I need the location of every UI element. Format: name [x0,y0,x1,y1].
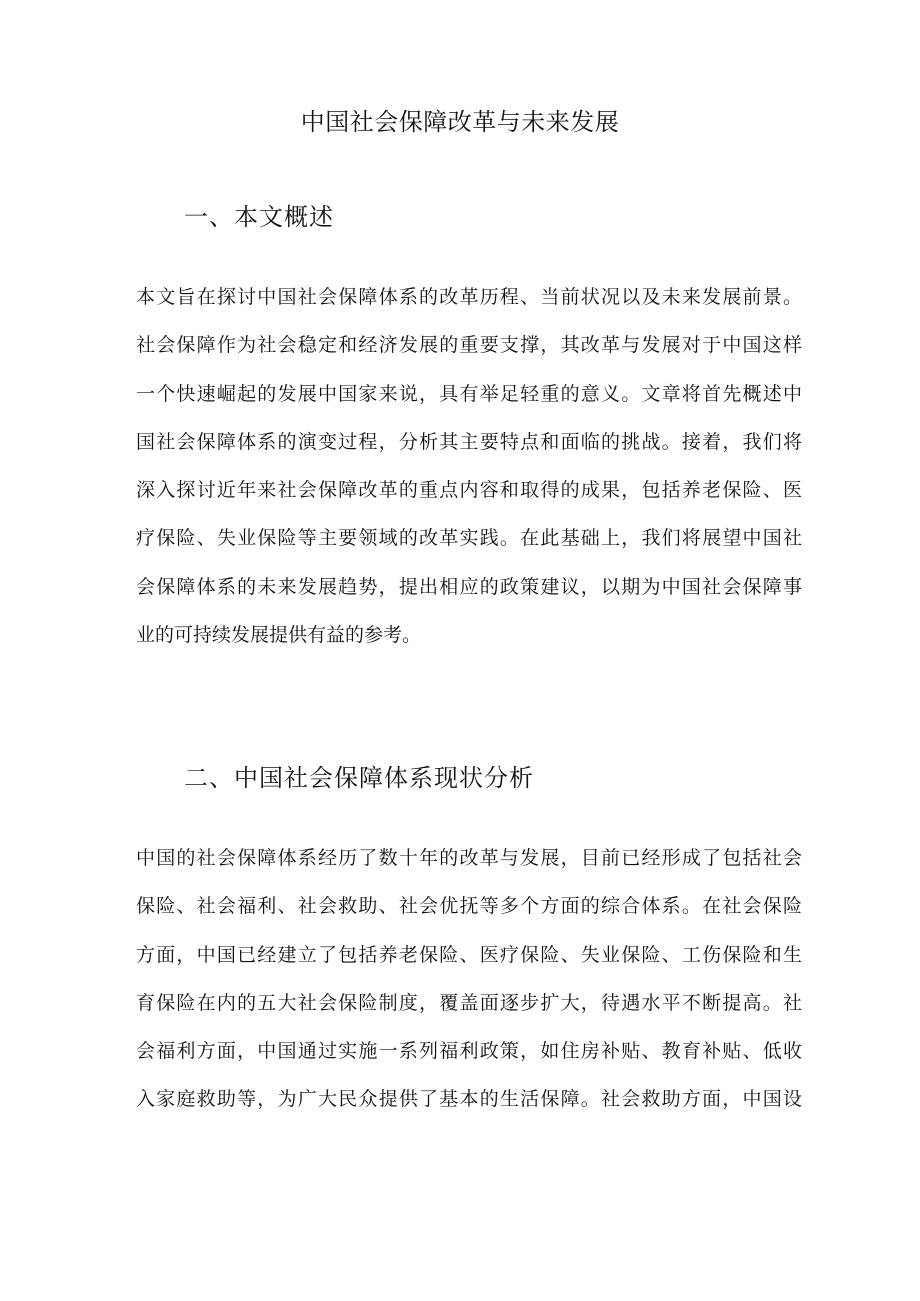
section-paragraph-status-analysis [136,834,802,1124]
paragraph-line: 育保险在内的五大社会保险制度，覆盖面逐步扩大，待遇水平不断提高。社 [136,991,802,1014]
paragraph-line: 本文旨在探讨中国社会保障体系的改革历程、当前状况以及未来发展前景。 [136,286,802,308]
paragraph-line: 会保障体系的未来发展趋势，提出相应的政策建议，以期为中国社会保障事 [136,575,802,598]
paragraph-line: 国社会保障体系的演变过程，分析其主要特点和面临的挑战。接着，我们将 [136,430,802,453]
paragraph-line: 一个快速崛起的发展中国家来说，具有举足轻重的意义。文章将首先概述中 [136,382,802,405]
section-heading-overview: 一、本文概述 [184,203,334,231]
paragraph-line: 疗保险、失业保险等主要领域的改革实践。在此基础上，我们将展望中国社 [136,527,802,550]
paragraph-line: 会福利方面，中国通过实施一系列福利政策，如住房补贴、教育补贴、低收 [136,1040,802,1063]
paragraph-line: 社会保障作为社会稳定和经济发展的重要支撑，其改革与发展对于中国这样 [136,334,802,357]
paragraph-line: 入家庭救助等，为广大民众提供了基本的生活保障。社会救助方面，中国设 [136,1088,802,1111]
paragraph-line: 保险、社会福利、社会救助、社会优抚等多个方面的综合体系。在社会保险 [136,895,802,918]
paragraph-line: 方面，中国已经建立了包括养老保险、医疗保险、失业保险、工伤保险和生 [136,943,802,966]
paragraph-line: 中国的社会保障体系经历了数十年的改革与发展，目前已经形成了包括社会 [136,847,802,869]
paragraph-line: 业的可持续发展提供有益的参考。 [136,624,422,647]
paragraph-line: 深入探讨近年来社会保障改革的重点内容和取得的成果，包括养老保险、医 [136,479,802,502]
section-paragraph-overview [136,273,802,659]
section-heading-status-analysis: 二、中国社会保障体系现状分析 [184,764,534,792]
document-title: 中国社会保障改革与未来发展 [300,108,620,136]
